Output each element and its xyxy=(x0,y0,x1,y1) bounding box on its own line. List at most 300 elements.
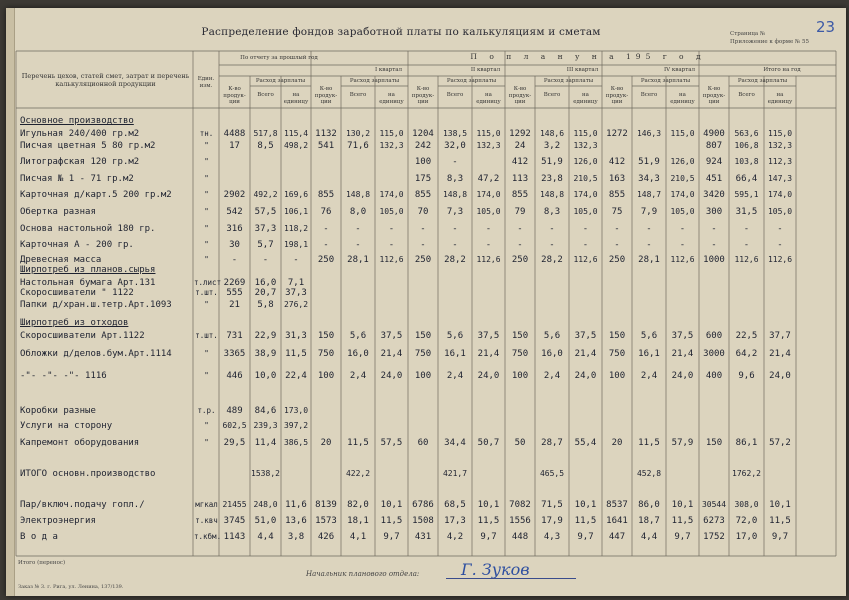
row-label: Папки д/хран.ш.тетр.Арт.1093 xyxy=(20,300,172,310)
table-cell: 541 xyxy=(317,141,335,151)
subheader-expense: Расход зарплаты xyxy=(737,78,788,84)
table-cell: 37,5 xyxy=(671,331,694,341)
row-label: Игульная 240/400 гр.м2 xyxy=(20,129,140,139)
table-cell: - xyxy=(646,240,652,250)
table-cell: 169,6 xyxy=(283,190,309,199)
table-cell: 542 xyxy=(226,207,243,217)
table-cell: 1538,2 xyxy=(251,469,280,478)
row-unit: т.шт. xyxy=(195,331,218,340)
table-cell: 1000 xyxy=(703,255,725,265)
subheader-per-unit: на единицу xyxy=(767,92,793,105)
table-cell: 250 xyxy=(317,255,335,265)
row-unit: " xyxy=(204,190,209,199)
table-cell: 112,6 xyxy=(670,255,695,264)
table-cell: 105,0 xyxy=(573,207,598,216)
table-cell: 115,4 xyxy=(283,129,309,138)
table-cell: 30 xyxy=(229,240,240,250)
table-cell: - xyxy=(420,240,426,250)
table-cell: 51,9 xyxy=(541,157,563,167)
carry-over-note: Итого (перенос) xyxy=(18,560,66,566)
row-unit: " xyxy=(204,240,209,249)
row-label: Основа настольной 180 гр. xyxy=(20,224,156,234)
subheader-all: Всего xyxy=(446,92,464,98)
table-cell: 57,5 xyxy=(254,207,277,217)
table-cell: 106,8 xyxy=(734,141,759,150)
table-cell: 2,4 xyxy=(349,371,367,381)
table-cell: - xyxy=(485,224,492,234)
table-cell: 50 xyxy=(514,438,526,448)
table-cell: 23,8 xyxy=(541,174,563,184)
table-cell: - xyxy=(485,240,492,250)
table-cell: 855 xyxy=(511,190,529,200)
table-cell: 29,5 xyxy=(223,438,246,448)
table-cell: 37,3 xyxy=(254,224,277,234)
table-cell: - xyxy=(582,224,589,234)
table-cell: - xyxy=(614,224,620,234)
table-cell: 17 xyxy=(229,141,240,151)
table-cell: 11,5 xyxy=(671,516,694,526)
table-cell: 1762,2 xyxy=(732,469,761,478)
table-cell: 34,3 xyxy=(638,174,660,184)
table-cell: 5,7 xyxy=(257,240,274,250)
table-cell: 37,5 xyxy=(477,331,500,341)
table-cell: 731 xyxy=(226,331,243,341)
table-cell: 84,6 xyxy=(254,406,277,416)
subheader-all: Всего xyxy=(640,92,658,98)
table-cell: 11,5 xyxy=(769,516,791,526)
table-cell: 18,1 xyxy=(347,516,369,526)
table-cell: 400 xyxy=(705,371,723,381)
table-cell: 11,5 xyxy=(574,516,597,526)
table-cell: 132,3 xyxy=(476,141,501,150)
table-cell: 51,9 xyxy=(638,157,660,167)
table-cell: 807 xyxy=(705,141,723,151)
handwritten-page-number: 23 xyxy=(816,18,836,36)
table-cell: 86,0 xyxy=(638,500,660,510)
table-cell: - xyxy=(323,224,329,234)
table-cell: 132,3 xyxy=(573,141,598,150)
table-cell: 150 xyxy=(511,331,529,341)
signature-label: Начальник планового отдела: xyxy=(306,570,420,578)
table-cell: 248,0 xyxy=(253,500,278,509)
table-cell: 100 xyxy=(317,371,335,381)
table-cell: 22,5 xyxy=(735,331,758,341)
table-cell: 13,6 xyxy=(285,516,307,526)
table-cell: 412 xyxy=(511,157,529,167)
table-cell: - xyxy=(517,224,523,234)
row-label: ИТОГО основн.производство xyxy=(20,469,156,479)
row-label: В о д а xyxy=(20,532,58,542)
table-cell: 57,5 xyxy=(380,438,403,448)
table-cell: 115,0 xyxy=(767,129,793,138)
table-cell: 22,9 xyxy=(254,331,277,341)
table-cell: 64,2 xyxy=(735,349,758,359)
table-cell: 100 xyxy=(414,371,432,381)
table-cell: 1508 xyxy=(412,516,434,526)
table-cell: 1143 xyxy=(223,532,246,542)
page-ref-line: Приложение к форме № 55 xyxy=(730,39,809,45)
table-cell: 7,9 xyxy=(640,207,658,217)
table-cell: 31,3 xyxy=(285,331,307,341)
table-cell: 126,0 xyxy=(573,157,598,166)
table-cell: 24,0 xyxy=(769,371,791,381)
row-label: Услуги на сторону xyxy=(20,421,113,431)
table-cell: 132,3 xyxy=(379,141,404,150)
table-cell: - xyxy=(646,224,652,234)
table-cell: 4,4 xyxy=(257,532,274,542)
table-cell: 750 xyxy=(511,349,529,359)
table-cell: 50,7 xyxy=(477,438,500,448)
table-cell: 1132 xyxy=(315,129,337,139)
row-unit: " xyxy=(204,157,209,166)
table-cell: 600 xyxy=(705,331,723,341)
table-cell: 9,7 xyxy=(383,532,400,542)
table-cell: 250 xyxy=(608,255,626,265)
table-cell: 34,4 xyxy=(444,438,466,448)
document-title: Распределение фондов заработной платы по калькуляциям и сметам xyxy=(201,26,601,38)
table-cell: 9,6 xyxy=(738,371,755,381)
table-cell: - xyxy=(743,224,750,234)
table-cell: - xyxy=(582,240,589,250)
row-label: Электроэнергия xyxy=(20,516,96,526)
table-cell: 426 xyxy=(317,532,335,542)
table-cell: 79 xyxy=(514,207,526,217)
subheader-qty: К-во продук-ции xyxy=(702,86,726,105)
table-cell: 37,5 xyxy=(380,331,403,341)
table-cell: 2269 xyxy=(223,278,246,288)
table-cell: 421,7 xyxy=(442,469,468,478)
table-cell: - xyxy=(777,224,783,234)
table-cell: 3,2 xyxy=(543,141,561,151)
table-cell: 47,2 xyxy=(477,174,500,184)
table-cell: 563,6 xyxy=(734,129,759,138)
table-cell: 16,1 xyxy=(638,349,660,359)
table-cell: 132,3 xyxy=(767,141,793,150)
table-cell: 750 xyxy=(608,349,626,359)
table-cell: 174,0 xyxy=(476,190,501,199)
table-cell: 16,1 xyxy=(444,349,466,359)
table-cell: 146,3 xyxy=(636,129,662,138)
table-cell: 174,0 xyxy=(767,190,793,199)
table-cell: 3745 xyxy=(223,516,246,526)
table-cell: 397,2 xyxy=(283,421,309,430)
table-cell: 17,9 xyxy=(541,516,563,526)
subheader-expense: Расход зарплаты xyxy=(349,78,400,84)
row-unit: " xyxy=(204,141,209,150)
row-unit: " xyxy=(204,224,209,233)
table-cell: 242 xyxy=(414,141,432,151)
row-unit: " xyxy=(204,174,209,183)
row-unit: " xyxy=(204,300,209,309)
table-cell: 5,6 xyxy=(349,331,367,341)
table-cell: - xyxy=(293,255,299,265)
table-cell: 24,0 xyxy=(671,371,694,381)
table-cell: 37,7 xyxy=(769,331,791,341)
table-cell: 3365 xyxy=(223,349,246,359)
row-unit: " xyxy=(204,438,209,447)
table-cell: 7082 xyxy=(509,500,531,510)
table-cell: - xyxy=(388,240,395,250)
document-sheet xyxy=(6,8,846,596)
table-cell: 28,1 xyxy=(638,255,660,265)
row-label: Древесная масса xyxy=(20,255,102,265)
table-cell: 105,0 xyxy=(476,207,501,216)
table-cell: 498,2 xyxy=(283,141,309,150)
table-cell: 300 xyxy=(705,207,723,217)
row-unit: т.квч xyxy=(195,516,218,525)
table-cell: - xyxy=(549,240,555,250)
table-cell: 3000 xyxy=(703,349,725,359)
subheader-per-unit: на единицу xyxy=(670,92,695,105)
table-cell: - xyxy=(517,240,523,250)
table-cell: 100 xyxy=(511,371,529,381)
table-cell: - xyxy=(711,224,717,234)
table-cell: 6786 xyxy=(412,500,434,510)
table-cell: 173,0 xyxy=(283,406,309,415)
table-cell: 105,0 xyxy=(379,207,404,216)
table-cell: 11,5 xyxy=(347,438,369,448)
subheader-expense: Расход зарплаты xyxy=(543,78,594,84)
row-label: Карточная А - 200 гр. xyxy=(20,240,134,250)
table-cell: 4488 xyxy=(223,129,246,139)
row-label: Обертка разная xyxy=(20,207,96,217)
table-cell: 112,6 xyxy=(767,255,793,264)
section-heading: Ширпотреб из планов.сырья xyxy=(20,265,156,275)
table-cell: 174,0 xyxy=(379,190,404,199)
table-cell: 1752 xyxy=(703,532,725,542)
table-cell: 750 xyxy=(414,349,432,359)
row-unit: " xyxy=(204,371,209,380)
table-cell: 72,0 xyxy=(735,516,758,526)
table-cell: 11,5 xyxy=(638,438,660,448)
table-cell: - xyxy=(452,224,458,234)
table-cell: 112,6 xyxy=(379,255,404,264)
table-cell: 24,0 xyxy=(380,371,403,381)
row-label: Скоросшиватели Арт.1122 xyxy=(20,331,145,341)
table-cell: 115,0 xyxy=(476,129,501,138)
row-label: Капремонт оборудования xyxy=(20,438,140,448)
table-cell: 174,0 xyxy=(573,190,598,199)
subheader-qty: К-во продук-ции xyxy=(223,86,246,105)
table-cell: - xyxy=(355,240,361,250)
table-cell: 112,6 xyxy=(476,255,501,264)
section-heading: Основное производство xyxy=(20,116,134,126)
table-cell: 5,8 xyxy=(257,300,274,310)
plan-year-header: П о п л а н у н а 195 г о д xyxy=(470,52,706,61)
signature-line xyxy=(446,578,576,579)
table-cell: 250 xyxy=(414,255,432,265)
table-cell: 57,2 xyxy=(769,438,791,448)
table-cell: 148,6 xyxy=(539,129,565,138)
row-label: -"- -"- -"- 1116 xyxy=(20,371,107,381)
row-unit: т.кбм. xyxy=(194,532,222,541)
table-cell: 7,1 xyxy=(287,278,305,288)
table-cell: 147,3 xyxy=(767,174,793,183)
subheader-per-unit: на единицу xyxy=(573,92,598,105)
table-cell: 17,0 xyxy=(735,532,758,542)
table-cell: 1204 xyxy=(412,129,434,139)
table-cell: 76 xyxy=(320,207,332,217)
table-cell: - xyxy=(388,224,395,234)
subheader-expense: Расход зарплаты xyxy=(255,78,306,84)
row-label: Настольная бумага Арт.131 xyxy=(20,278,156,288)
handwritten-signature: Г. Зуков xyxy=(461,560,530,579)
table-cell: 75 xyxy=(611,207,623,217)
table-cell: - xyxy=(743,240,750,250)
table-cell: 60 xyxy=(417,438,429,448)
table-cell: - xyxy=(679,224,686,234)
table-cell: - xyxy=(355,224,361,234)
section-heading: Ширпотреб из отходов xyxy=(20,318,129,328)
table-cell: 4,2 xyxy=(446,532,464,542)
table-cell: 21,4 xyxy=(769,349,791,359)
table-cell: 11,5 xyxy=(285,349,307,359)
subheader-expense: Расход зарплаты xyxy=(640,78,691,84)
table-cell: 16,0 xyxy=(541,349,563,359)
table-cell: 51,0 xyxy=(254,516,277,526)
table-cell: 105,0 xyxy=(767,207,793,216)
table-cell: 37,5 xyxy=(574,331,597,341)
row-label: Писчая цветная 5 80 гр.м2 xyxy=(20,141,156,151)
table-cell: 175 xyxy=(414,174,432,184)
table-cell: 5,6 xyxy=(446,331,464,341)
table-cell: 10,1 xyxy=(574,500,597,510)
table-cell: 118,2 xyxy=(283,224,309,233)
table-cell: 112,6 xyxy=(734,255,759,264)
table-cell: 150 xyxy=(608,331,626,341)
table-cell: - xyxy=(231,255,238,265)
table-cell: - xyxy=(323,240,329,250)
subheader-per-unit: на единицу xyxy=(476,92,501,105)
table-cell: 447 xyxy=(608,532,626,542)
table-cell: 11,5 xyxy=(380,516,403,526)
table-cell: 10,1 xyxy=(769,500,791,510)
row-unit: т.лист xyxy=(194,278,222,287)
table-cell: 5,6 xyxy=(543,331,561,341)
table-cell: 386,5 xyxy=(283,438,309,447)
table-cell: 148,8 xyxy=(539,190,565,199)
table-cell: 2,4 xyxy=(543,371,561,381)
table-cell: 115,0 xyxy=(573,129,598,138)
row-unit: " xyxy=(204,255,209,264)
table-cell: 115,0 xyxy=(670,129,695,138)
table-cell: 3,8 xyxy=(287,532,305,542)
table-cell: 28,2 xyxy=(444,255,466,265)
row-unit: " xyxy=(204,207,209,216)
table-cell: 452,8 xyxy=(636,469,662,478)
row-label: Литографская 120 гр.м2 xyxy=(20,157,140,167)
table-cell: 10,1 xyxy=(380,500,403,510)
subheader-all: Всего xyxy=(543,92,561,98)
table-cell: 210,5 xyxy=(573,174,598,183)
row-unit: т.шт. xyxy=(195,288,218,297)
table-cell: 11,6 xyxy=(285,500,307,510)
table-cell: 5,6 xyxy=(640,331,658,341)
table-cell: 422,2 xyxy=(345,469,371,478)
table-cell: 1272 xyxy=(606,129,628,139)
printer-imprint: Заказ № 3. г. Рига, ул. Ленина, 137/139. xyxy=(18,584,124,590)
row-label: Карточная д/карт.5 200 гр.м2 xyxy=(20,190,172,200)
table-cell: 22,4 xyxy=(285,371,307,381)
row-label: Обложки д/делов.бум.Арт.1114 xyxy=(20,349,172,359)
table-cell: 28,2 xyxy=(541,255,563,265)
table-cell: 24,0 xyxy=(574,371,597,381)
table-cell: 1573 xyxy=(315,516,337,526)
table-cell: 4,1 xyxy=(349,532,367,542)
table-cell: 855 xyxy=(414,190,432,200)
table-cell: 148,7 xyxy=(636,190,662,199)
table-cell: 465,5 xyxy=(539,469,565,478)
table-cell: 489 xyxy=(226,406,243,416)
table-cell: 9,7 xyxy=(674,532,691,542)
table-cell: 31,5 xyxy=(735,207,758,217)
table-cell: 924 xyxy=(705,157,723,167)
row-unit: мгкал xyxy=(195,500,218,509)
subheader-all: Всего xyxy=(738,92,755,98)
table-cell: 163 xyxy=(608,174,626,184)
table-cell: 10,1 xyxy=(477,500,500,510)
row-unit: тн. xyxy=(199,129,214,138)
table-cell: 18,7 xyxy=(638,516,660,526)
unit-column-header: Един. изм. xyxy=(197,76,215,89)
table-cell: 68,5 xyxy=(444,500,466,510)
table-cell: 21,4 xyxy=(477,349,500,359)
q1-header: I квартал xyxy=(374,67,403,73)
table-cell: - xyxy=(549,224,555,234)
table-cell: 150 xyxy=(414,331,432,341)
table-cell: 21,4 xyxy=(574,349,597,359)
table-cell: 431 xyxy=(414,532,432,542)
table-cell: 21455 xyxy=(222,500,247,509)
table-cell: 11,5 xyxy=(477,516,500,526)
table-cell: - xyxy=(452,240,458,250)
table-cell: - xyxy=(777,240,783,250)
table-cell: 198,1 xyxy=(283,240,309,249)
table-cell: 4,3 xyxy=(543,532,561,542)
table-cell: 448 xyxy=(511,532,529,542)
table-cell: 174,0 xyxy=(670,190,695,199)
table-cell: 16,0 xyxy=(347,349,369,359)
table-cell: 308,0 xyxy=(734,500,759,509)
page-ref-line: Страница № xyxy=(730,31,766,37)
table-cell: - xyxy=(420,224,426,234)
table-cell: 8,3 xyxy=(446,174,464,184)
table-cell: 250 xyxy=(511,255,529,265)
row-unit: " xyxy=(204,421,209,430)
subheader-all: Всего xyxy=(349,92,367,98)
table-cell: 20 xyxy=(320,438,332,448)
table-cell: 16,0 xyxy=(254,278,277,288)
table-cell: 3420 xyxy=(703,190,725,200)
table-cell: 32,0 xyxy=(444,141,466,151)
row-label: Пар/включ.подачу гопл./ xyxy=(20,500,145,510)
table-cell: 316 xyxy=(226,224,243,234)
table-cell: 4,4 xyxy=(640,532,658,542)
table-cell: 7,3 xyxy=(446,207,464,217)
table-cell: 602,5 xyxy=(222,421,247,430)
table-cell: 6273 xyxy=(703,516,725,526)
table-cell: 17,3 xyxy=(444,516,466,526)
prev-year-header: По отчету за прошлый год xyxy=(240,55,318,61)
row-unit: " xyxy=(204,349,209,358)
table-cell: 82,0 xyxy=(347,500,369,510)
table-cell: 28,1 xyxy=(347,255,369,265)
table-cell: 9,7 xyxy=(577,532,594,542)
table-cell: 103,8 xyxy=(734,157,759,166)
table-cell: 115,0 xyxy=(379,129,404,138)
table-cell: 86,1 xyxy=(735,438,758,448)
row-label: Коробки разные xyxy=(20,406,96,416)
